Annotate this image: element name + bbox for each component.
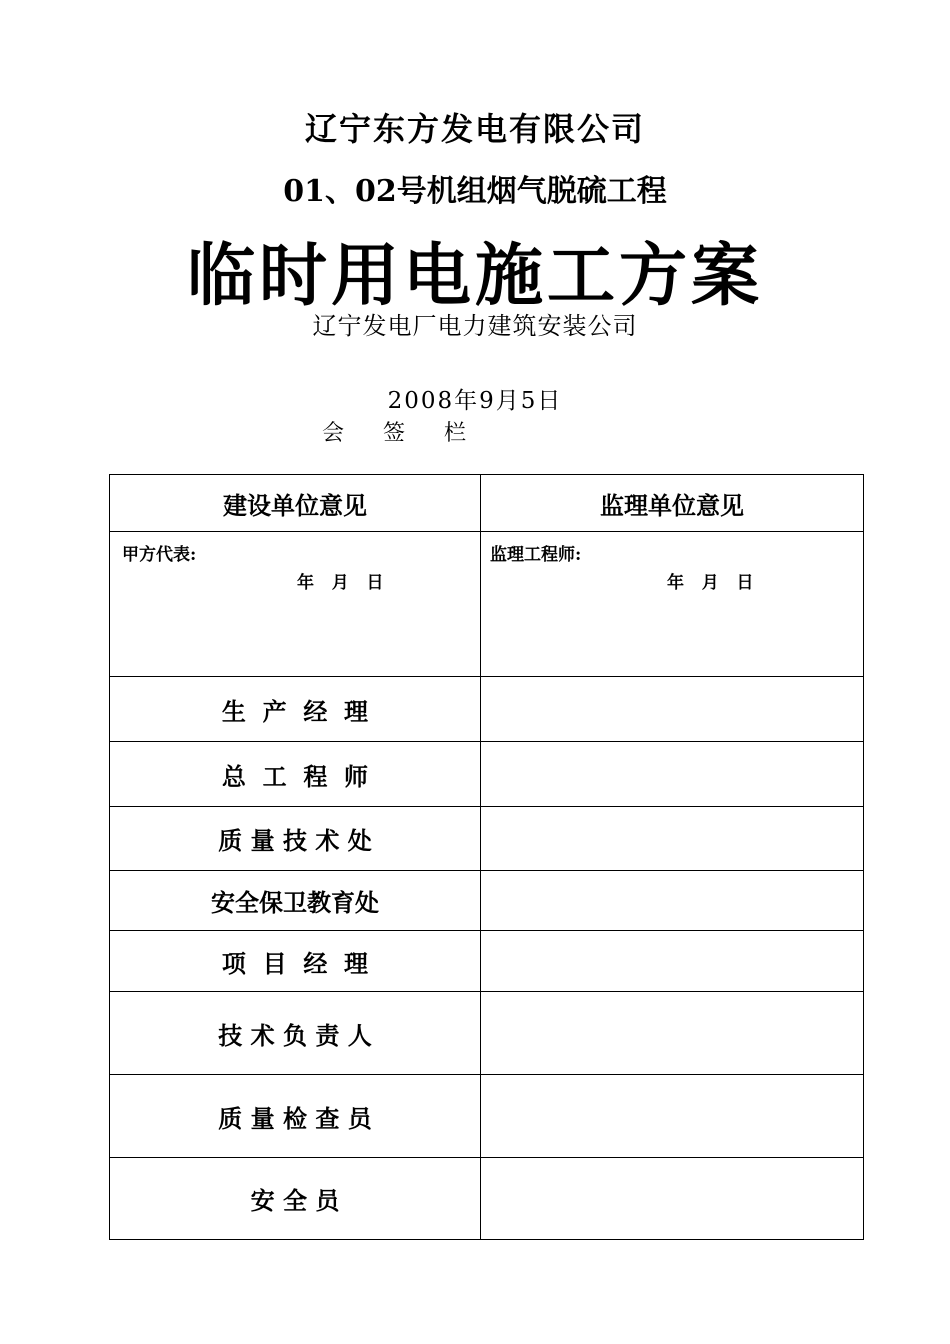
document-title: 临时用电施工方案 bbox=[186, 236, 763, 316]
owner-date-placeholder: 年 月 日 bbox=[297, 573, 384, 593]
company-name: 辽宁东方发电有限公司 bbox=[304, 110, 645, 148]
table-row bbox=[110, 930, 863, 991]
role-label: 总 工 程 师 bbox=[221, 761, 369, 791]
table-row bbox=[110, 870, 863, 930]
role-label: 安 全 员 bbox=[250, 1186, 340, 1215]
signature-row bbox=[110, 531, 863, 676]
owner-rep-label: 甲方代表: bbox=[122, 545, 197, 565]
table-row bbox=[110, 741, 863, 806]
table-row bbox=[110, 806, 863, 870]
supervisor-label: 监理工程师: bbox=[490, 545, 582, 565]
role-label: 生 产 经 理 bbox=[221, 696, 369, 726]
role-label: 项 目 经 理 bbox=[221, 948, 369, 978]
role-label: 质 量 检 查 员 bbox=[218, 1103, 372, 1133]
column-divider bbox=[480, 475, 481, 1239]
role-label: 质 量 技 术 处 bbox=[218, 826, 372, 855]
role-label: 技 术 负 责 人 bbox=[218, 1020, 372, 1050]
countersign-table bbox=[109, 474, 864, 1240]
table-row bbox=[110, 1157, 863, 1239]
project-name: 01、02号机组烟气脱硫工程 bbox=[283, 174, 667, 209]
table-row bbox=[110, 676, 863, 741]
table-row bbox=[110, 1074, 863, 1157]
document-date: 2008年9月5日 bbox=[387, 388, 563, 414]
countersign-label: 会 签 栏 bbox=[322, 421, 482, 446]
table-row bbox=[110, 991, 863, 1074]
supervisor-date-placeholder: 年 月 日 bbox=[667, 573, 754, 593]
contractor-name: 辽宁发电厂电力建筑安装公司 bbox=[312, 312, 638, 340]
role-label: 安全保卫教育处 bbox=[211, 888, 379, 917]
table-header-row bbox=[110, 475, 863, 531]
owner-opinion-header: 建设单位意见 bbox=[223, 490, 367, 520]
supervisor-opinion-header: 监理单位意见 bbox=[600, 490, 744, 520]
